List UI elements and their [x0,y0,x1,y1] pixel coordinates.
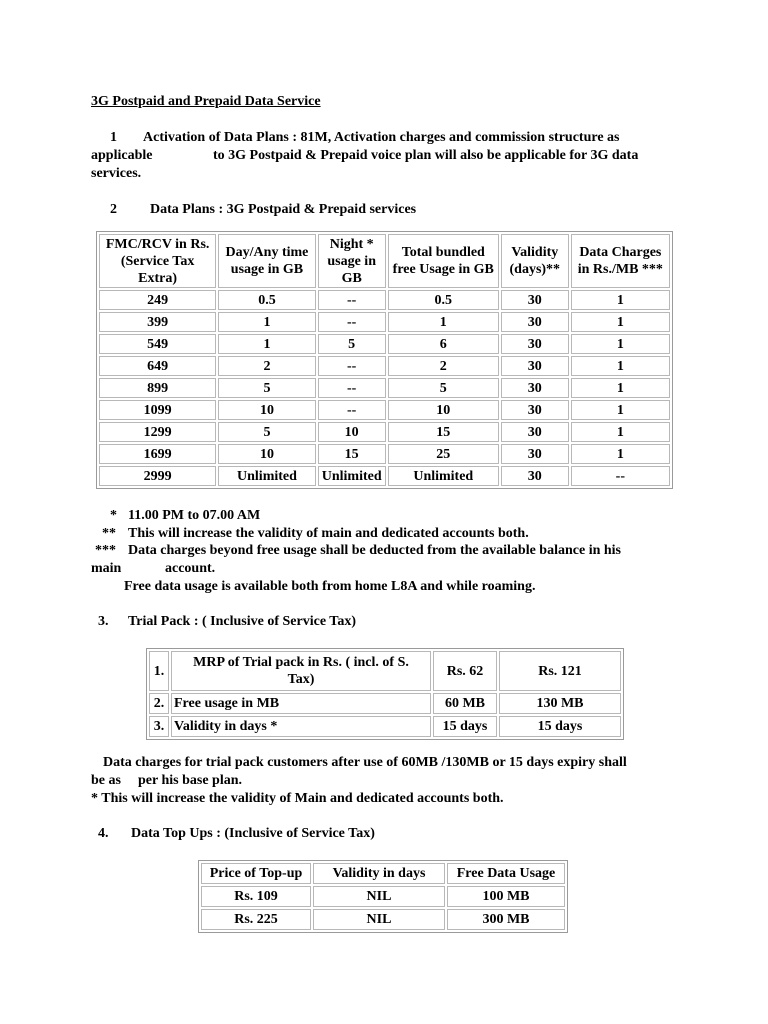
table-cell: 1 [571,444,670,464]
table-row [149,651,621,691]
trial-note-line-1: Data charges for trial pack customers after use of 60MB /130MB or 15 days expiry shall [103,755,627,770]
section-3-number: 3. [98,614,109,629]
table-cell: -- [318,312,386,332]
table-cell: 5 [388,378,499,398]
table-row [99,444,670,464]
header-cell: Validity in days [313,863,445,884]
table-cell: Rs. 62 [433,651,497,691]
table-cell: 249 [99,290,216,310]
header-cell: Price of Top-up [201,863,311,884]
table-cell: 30 [501,422,569,442]
table-cell: 0.5 [218,290,315,310]
table-cell: 15 days [499,716,621,737]
table-cell: 30 [501,290,569,310]
data-plans-table [96,231,673,489]
table-cell: 15 days [433,716,497,737]
table-cell: 1 [388,312,499,332]
table-cell: 1699 [99,444,216,464]
trial-note-line-2a: be as [91,773,121,788]
table-cell: Unlimited [388,466,499,486]
table-cell: 30 [501,356,569,376]
header-text: GB [341,270,362,286]
note-3b-text-a: main [91,561,122,576]
section-1-line-3: services. [91,166,142,181]
table-cell: 30 [501,312,569,332]
section-2-heading: Data Plans : 3G Postpaid & Prepaid services [150,202,417,217]
header-text: free Usage in GB [392,262,494,277]
table-row [99,334,670,354]
data-top-ups-table [198,860,568,933]
note-2-text: This will increase the validity of main and dedicated accounts both. [128,526,529,541]
table-cell: 300 MB [447,909,565,930]
table-row [99,422,670,442]
table-cell: Unlimited [218,466,315,486]
table-cell: 549 [99,334,216,354]
section-2-number: 2 [110,202,117,217]
note-3-text: Data charges beyond free usage shall be deducted from the available balance in his [128,543,621,558]
trial-note-line-3: * This will increase the validity of Main and dedicated accounts both. [91,791,504,806]
cell-text: MRP of Trial pack in Rs. ( incl. of S. [193,655,409,670]
header-text: Validity [511,245,559,260]
header-cell-validity [501,234,569,288]
table-cell: 100 MB [447,886,565,907]
table-cell: 6 [388,334,499,354]
table-cell: 10 [218,400,315,420]
table-cell: 30 [501,466,569,486]
trial-note-line-2b: per his base plan. [138,773,242,788]
header-text: Total bundled [401,245,485,260]
table-cell: Rs. 121 [499,651,621,691]
header-text: Extra) [138,270,178,286]
table-cell: 399 [99,312,216,332]
section-3-heading: Trial Pack : ( Inclusive of Service Tax) [128,614,356,629]
table-cell: Unlimited [318,466,386,486]
table-cell: 10 [318,422,386,442]
header-cell-total-bundled [388,234,499,288]
header-text: Day/Any time [225,245,309,260]
header-text: (days)** [509,262,561,277]
header-text: FMC/RCV in Rs. [105,236,210,252]
section-4-heading: Data Top Ups : (Inclusive of Service Tax) [131,826,375,841]
header-text: Data Charges [579,245,662,260]
table-cell: 5 [218,378,315,398]
section-4-number: 4. [98,826,109,841]
table-cell: 3. [149,716,169,737]
table-row [99,466,670,486]
table-cell: 1 [571,400,670,420]
table-cell: 10 [218,444,315,464]
header-text: Night * [329,236,374,252]
table-cell: NIL [313,909,445,930]
note-4-text: Free data usage is available both from home L8A and while roaming. [124,579,536,594]
header-text: (Service Tax [120,253,195,269]
table-cell: 2999 [99,466,216,486]
table-row [149,716,621,737]
table-cell: 10 [388,400,499,420]
table-cell: 1 [571,378,670,398]
table-cell: NIL [313,886,445,907]
table-row [99,312,670,332]
table-row [99,378,670,398]
note-3b-text-b: account. [165,561,216,576]
header-cell-night-usage [318,234,386,288]
table-cell: 15 [318,444,386,464]
note-1-mark: * [110,508,117,523]
header-cell-data-charges [571,234,670,288]
table-cell: 5 [218,422,315,442]
table-cell: Rs. 109 [201,886,311,907]
table-cell: 2. [149,693,169,714]
trial-pack-table [146,648,624,740]
table-row [99,290,670,310]
table-cell: 1099 [99,400,216,420]
header-cell-day-usage [218,234,315,288]
section-1-line-2b: to 3G Postpaid & Prepaid voice plan will also be applicable for 3G data [213,148,639,163]
section-1-line-1: Activation of Data Plans : 81M, Activation charges and commission structure as [143,130,620,145]
table-cell: 1 [571,334,670,354]
table-row [149,693,621,714]
cell-text: Tax) [287,672,315,687]
table-cell: 1 [571,422,670,442]
section-1-line-2a: applicable [91,148,153,163]
section-1-number: 1 [110,130,117,145]
header-cell-fmc [99,234,216,288]
table-cell: Validity in days * [171,716,431,737]
header-text: usage in [327,253,376,269]
table-header-row [201,863,565,884]
table-cell: -- [318,400,386,420]
note-3-mark: *** [95,543,116,558]
table-cell: -- [318,356,386,376]
table-cell: Free usage in MB [171,693,431,714]
table-cell: -- [571,466,670,486]
table-cell: 2 [388,356,499,376]
table-cell: 5 [318,334,386,354]
table-cell: 30 [501,378,569,398]
header-text: in Rs./MB *** [577,262,663,277]
table-cell: 1 [218,312,315,332]
table-cell: -- [318,378,386,398]
table-header-row [99,234,670,288]
table-cell: 1 [218,334,315,354]
page-title: 3G Postpaid and Prepaid Data Service [91,94,321,109]
table-cell: 30 [501,400,569,420]
table-row [201,909,565,930]
table-cell: 1 [571,290,670,310]
table-cell: 130 MB [499,693,621,714]
table-cell: 60 MB [433,693,497,714]
table-row [99,400,670,420]
table-cell: 30 [501,334,569,354]
table-cell: Rs. 225 [201,909,311,930]
table-cell: 649 [99,356,216,376]
table-cell: 1. [149,651,169,691]
table-cell [171,651,431,691]
header-cell: Free Data Usage [447,863,565,884]
table-cell: 2 [218,356,315,376]
table-cell: 0.5 [388,290,499,310]
table-cell: 25 [388,444,499,464]
header-text: usage in GB [230,262,304,277]
table-cell: 899 [99,378,216,398]
table-cell: 1299 [99,422,216,442]
table-row [99,356,670,376]
note-1-text: 11.00 PM to 07.00 AM [128,508,261,523]
table-row [201,886,565,907]
table-cell: 1 [571,356,670,376]
table-cell: -- [318,290,386,310]
table-cell: 15 [388,422,499,442]
note-2-mark: ** [102,526,116,541]
table-cell: 1 [571,312,670,332]
table-cell: 30 [501,444,569,464]
